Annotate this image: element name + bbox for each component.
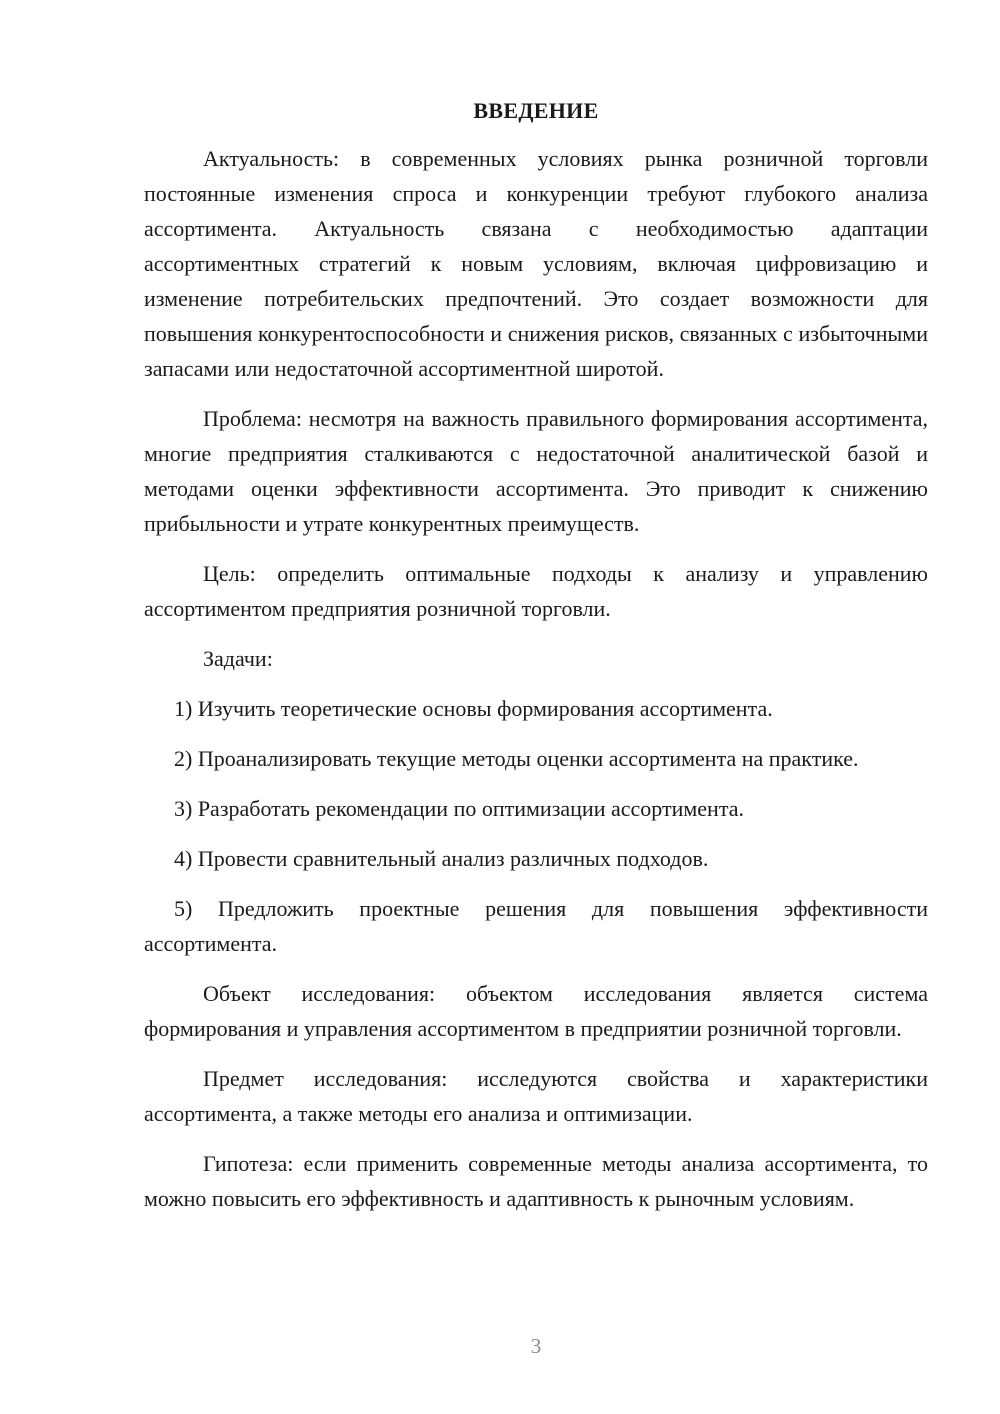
paragraph-goal: Цель: определить оптимальные подходы к анализу и управлению ассортиментом предприятия розничной торговли. — [144, 561, 928, 621]
task-item: 2) Проанализировать текущие методы оценки ассортимента на практике. — [174, 746, 859, 771]
paragraph-object: Объект исследования: объектом исследования является система формирования и управления ассортиментом в предприятии розничной торговли. — [144, 981, 928, 1041]
task-item: 4) Провести сравнительный анализ различных подходов. — [174, 846, 709, 871]
page-number: 3 — [530, 1334, 542, 1358]
paragraph-hypothesis: Гипотеза: если применить современные методы анализа ассортимента, то можно повысить его эффективность и адаптивность к рыночным условиям. — [144, 1151, 928, 1211]
paragraph-problem: Проблема: несмотря на важность правильного формирования ассортимента, многие предприятия сталкиваются с недостаточной аналитической базой и методами оценки эффективности ассортимента. Это приводит к снижению прибыльности и утрате конкурентных преимуществ. — [144, 406, 928, 536]
paragraph-relevance: Актуальность: в современных условиях рынка розничной торговли постоянные изменения спроса и конкуренции требуют глубокого анализа ассортимента. Актуальность связана с необходимостью адаптации ассортиментных стратегий к новым условиям, включая цифровизацию и изменение потребительских предпочтений. Это создает возможности для повышения конкурентоспособности и снижения рисков, связанных с избыточными запасами или недостаточной ассортиментной широтой. — [144, 146, 928, 381]
task-item: 5) Предложить проектные решения для повышения эффективности ассортимента. — [144, 896, 928, 956]
paragraph-subject: Предмет исследования: исследуются свойства и характеристики ассортимента, а также методы его анализа и оптимизации. — [144, 1066, 928, 1126]
task-item: 3) Разработать рекомендации по оптимизации ассортимента. — [174, 796, 744, 821]
paragraph-tasks-heading: Задачи: — [203, 646, 273, 671]
page-content — [144, 96, 928, 1231]
page-title: ВВЕДЕНИЕ — [473, 98, 599, 123]
task-item: 1) Изучить теоретические основы формирования ассортимента. — [174, 696, 773, 721]
